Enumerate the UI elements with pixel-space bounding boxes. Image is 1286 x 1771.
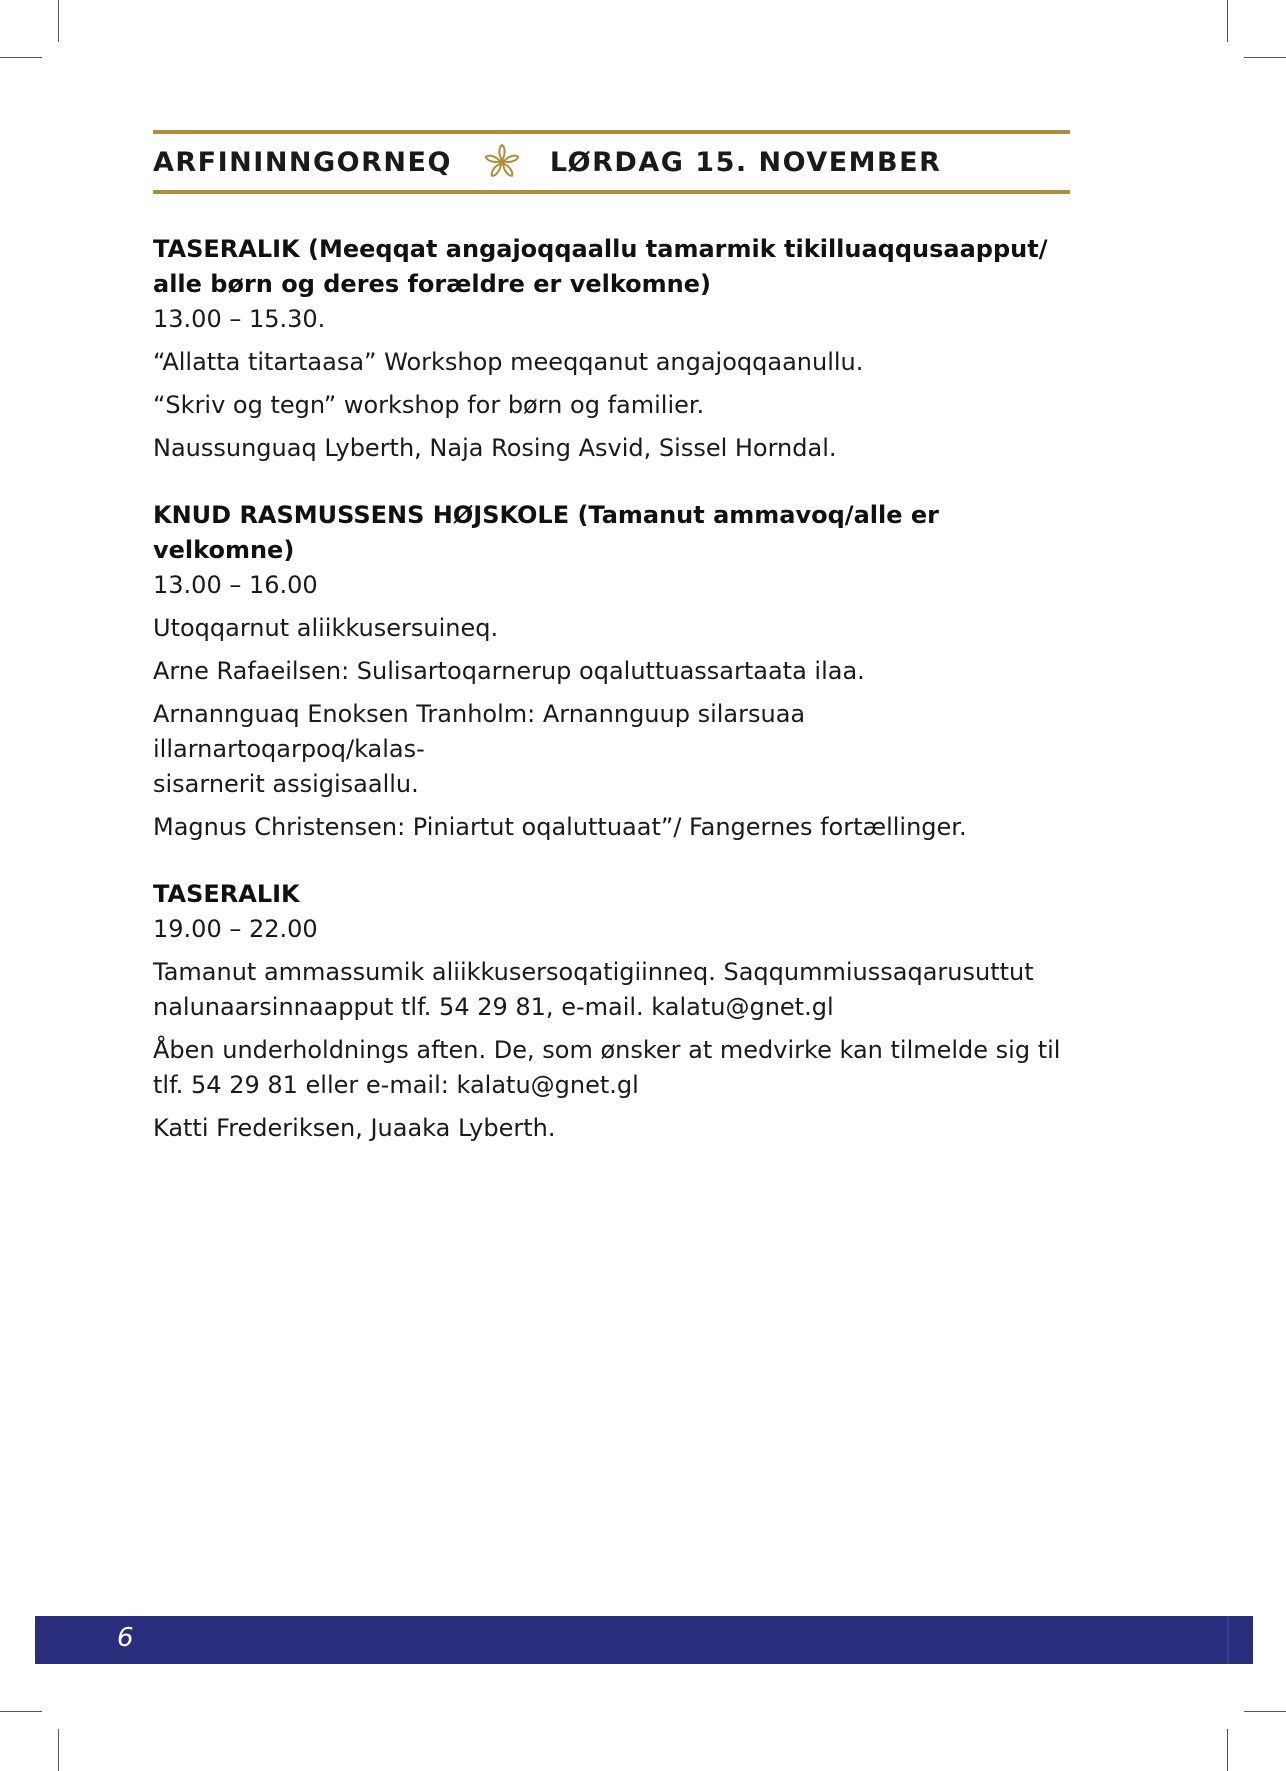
section-title: TASERALIK (Meeqqat angajoqqaallu tamarmik tikilluaqqusaapput/ xyxy=(153,235,1048,263)
crop-mark xyxy=(1244,57,1286,58)
crop-mark xyxy=(1227,0,1228,42)
crop-mark xyxy=(58,0,59,42)
text-line: nalunaarsinnaapput tlf. 54 29 81, e-mail. kalatu@gnet.gl xyxy=(153,993,834,1021)
header-title-left: ARFININNGORNEQ xyxy=(153,146,452,178)
text-line: sisarnerit assigisaallu. xyxy=(153,770,419,798)
page-footer-bar xyxy=(35,1616,1253,1664)
event-participants: Katti Frederiksen, Juaaka Lyberth. xyxy=(153,1114,556,1142)
event-description: Utoqqarnut aliikkusersuineq. xyxy=(153,614,499,642)
crop-mark xyxy=(1227,1729,1228,1771)
crop-mark xyxy=(58,1729,59,1771)
event-time: 13.00 – 15.30. xyxy=(153,305,326,333)
event-description xyxy=(153,955,1083,1025)
event-description: Arne Rafaeilsen: Sulisartoqarnerup oqaluttuassartaata ilaa. xyxy=(153,657,865,685)
text-line: Arnannguaq Enoksen Tranholm: Arnannguup silarsuaa illarnartoqarpoq/kalas- xyxy=(153,700,806,763)
crop-mark xyxy=(0,57,42,58)
crop-mark xyxy=(0,1711,42,1712)
event-section xyxy=(153,498,1083,845)
page-header xyxy=(153,130,1070,194)
section-title: KNUD RASMUSSENS HØJSKOLE (Tamanut ammavoq/alle er velkomne) xyxy=(153,501,939,564)
text-line: tlf. 54 29 81 eller e-mail: kalatu@gnet.gl xyxy=(153,1071,639,1099)
text-line: Tamanut ammassumik aliikkusersoqatigiinneq. Saqqummiussaqarusuttut xyxy=(153,958,1034,986)
text-line: Åben underholdnings aften. De, som ønsker at medvirke kan tilmelde sig til xyxy=(153,1036,1061,1064)
event-description: “Skriv og tegn” workshop for børn og familier. xyxy=(153,391,705,419)
section-title: TASERALIK xyxy=(153,880,300,908)
event-section xyxy=(153,877,1083,1146)
event-time: 19.00 – 22.00 xyxy=(153,915,318,943)
event-description xyxy=(153,1033,1083,1103)
crop-mark xyxy=(1244,1711,1286,1712)
flower-star-icon xyxy=(484,144,520,180)
event-participants: Naussunguaq Lyberth, Naja Rosing Asvid, Sissel Horndal. xyxy=(153,434,837,462)
event-description: “Allatta titartaasa” Workshop meeqqanut angajoqqaanullu. xyxy=(153,348,864,376)
event-description: Magnus Christensen: Piniartut oqaluttuaat”/ Fangernes fortællinger. xyxy=(153,813,967,841)
event-section xyxy=(153,232,1083,466)
program-content xyxy=(153,232,1083,1178)
header-title-right: LØRDAG 15. NOVEMBER xyxy=(549,146,942,178)
event-time: 13.00 – 16.00 xyxy=(153,571,318,599)
event-description xyxy=(153,697,1083,802)
footer-divider xyxy=(1227,1616,1229,1664)
page-number: 6 xyxy=(117,1623,134,1653)
section-title: alle børn og deres forældre er velkomne) xyxy=(153,270,712,298)
